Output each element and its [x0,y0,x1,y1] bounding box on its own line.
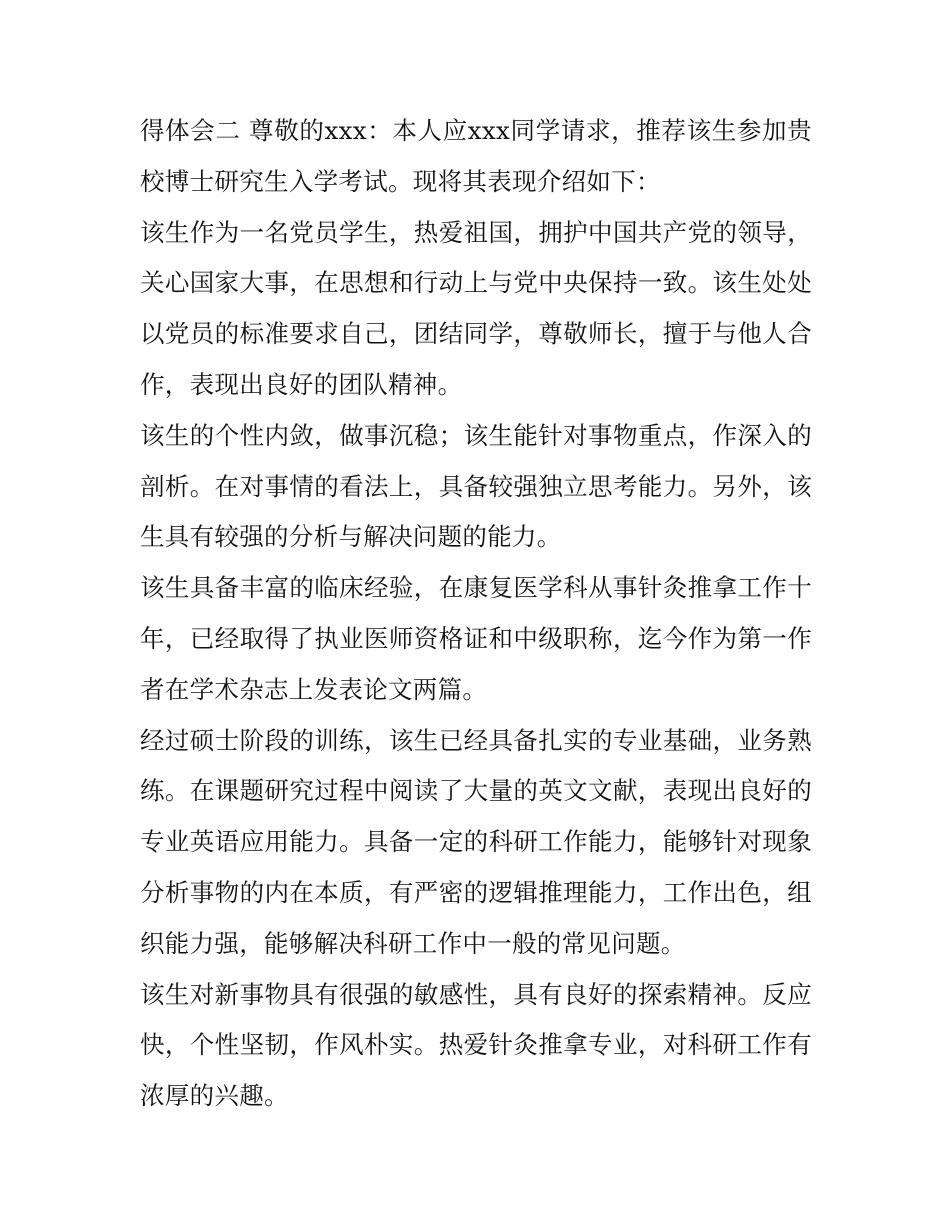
paragraph-intro: 得体会二 尊敬的xxx：本人应xxx同学请求，推荐该生参加贵校博士研究生入学考试。现将其表现介绍如下： [140,116,812,196]
document-body [140,106,812,1122]
paragraph-clinical: 该生具备丰富的临床经验，在康复医学科从事针灸推拿工作十年，已经取得了执业医师资格证和中级职称，迄今作为第一作者在学术杂志上发表论文两篇。 [140,573,812,704]
paragraph-personality: 该生的个性内敛，做事沉稳；该生能针对事物重点，作深入的剖析。在对事情的看法上，具备较强独立思考能力。另外，该生具有较强的分析与解决问题的能力。 [140,420,812,552]
paragraph-curiosity: 该生对新事物具有很强的敏感性，具有良好的探索精神。反应快，个性坚韧，作风朴实。热爱针灸推拿专业，对科研工作有浓厚的兴趣。 [140,979,812,1111]
paragraph-political: 该生作为一名党员学生，热爱祖国，拥护中国共产党的领导，关心国家大事，在思想和行动上与党中央保持一致。该生处处以党员的标准要求自己，团结同学，尊敬师长，擅于与他人合作，表现出良好的团队精神。 [140,217,812,399]
paragraph-research: 经过硕士阶段的训练，该生已经具备扎实的专业基础，业务熟练。在课题研究过程中阅读了大量的英文文献，表现出良好的专业英语应用能力。具备一定的科研工作能力，能够针对现象分析事物的内在本质，有严密的逻辑推理能力，工作出色，组织能力强，能够解决科研工作中一般的常见问题。 [140,725,812,958]
